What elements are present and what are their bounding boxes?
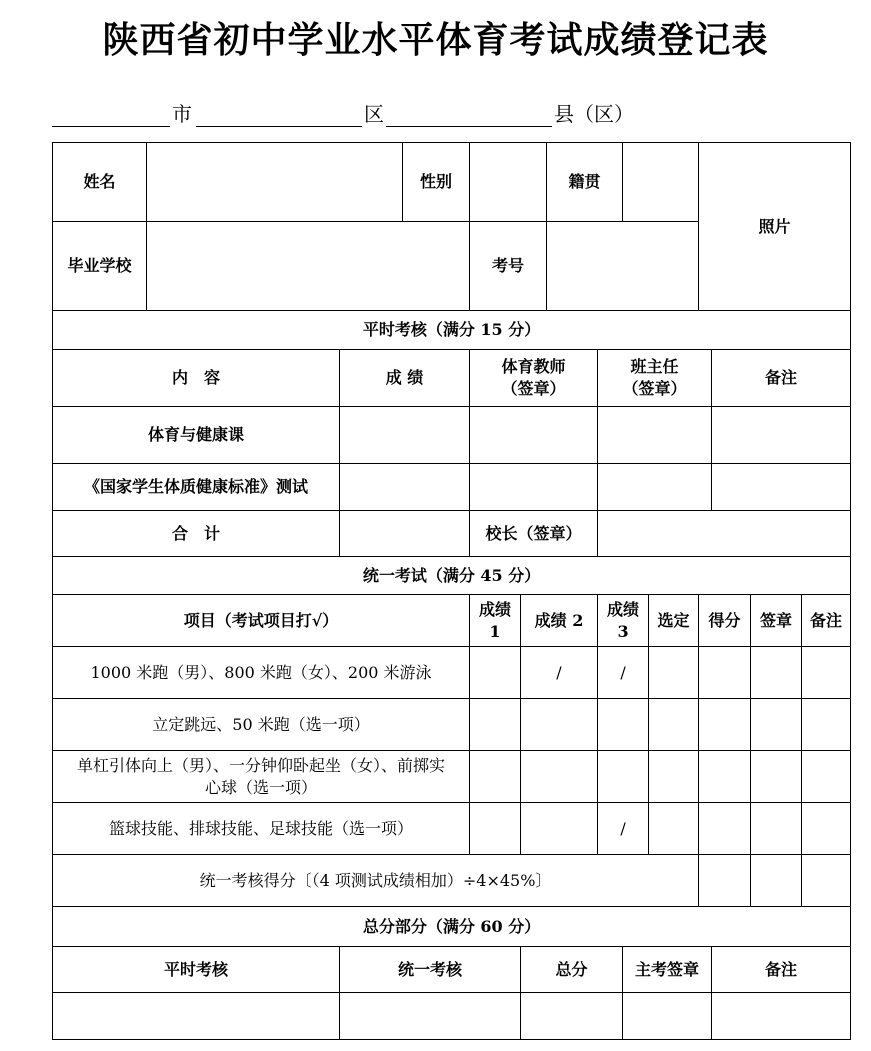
unified-exam-header: 统一考试（满分 45 分） — [53, 557, 851, 595]
running-sign[interactable] — [751, 647, 802, 699]
county-label: 县（区） — [554, 102, 634, 126]
school-label: 毕业学校 — [53, 222, 147, 311]
region-line — [52, 100, 832, 130]
pe-course-teacher-sign[interactable] — [470, 407, 598, 464]
strength-sign[interactable] — [751, 751, 802, 803]
origin-field[interactable] — [623, 143, 699, 222]
col-total-regular: 平时考核 — [53, 947, 340, 993]
exam-item-jump-sprint: 立定跳远、50 米跑（选一项） — [53, 699, 470, 751]
strength-points[interactable] — [699, 751, 751, 803]
pe-course-score[interactable] — [340, 407, 470, 464]
city-blank[interactable] — [52, 100, 170, 127]
name-field[interactable] — [147, 143, 403, 222]
col-total-examiner: 主考签章 — [623, 947, 712, 993]
total-score-header: 总分部分（满分 60 分） — [53, 907, 851, 947]
row-fitness-standard: 《国家学生体质健康标准》测试 — [53, 464, 340, 511]
col-remark: 备注 — [712, 350, 851, 407]
strength-remark[interactable] — [802, 751, 851, 803]
exam-number-label: 考号 — [470, 222, 547, 311]
col-points: 得分 — [699, 595, 751, 647]
unified-score-formula: 统一考核得分〔（4 项测试成绩相加）÷4×45%〕 — [53, 855, 699, 907]
running-score-3-slash: / — [598, 647, 649, 699]
jump-score-2[interactable] — [521, 699, 598, 751]
exam-item-ball-skills: 篮球技能、排球技能、足球技能（选一项） — [53, 803, 470, 855]
origin-label: 籍贯 — [547, 143, 623, 222]
pe-teacher-label: 体育教师 — [501, 357, 566, 376]
district-label: 区 — [364, 102, 384, 126]
running-remark[interactable] — [802, 647, 851, 699]
col-chosen: 选定 — [649, 595, 699, 647]
subtotal-score[interactable] — [340, 511, 470, 557]
jump-score-3[interactable] — [598, 699, 649, 751]
ball-score-1[interactable] — [470, 803, 521, 855]
ball-score-3-slash: / — [598, 803, 649, 855]
photo-box[interactable]: 照片 — [699, 143, 851, 311]
total-score-field[interactable] — [521, 993, 623, 1040]
school-field[interactable] — [147, 222, 470, 311]
jump-sign[interactable] — [751, 699, 802, 751]
unified-score-remark[interactable] — [802, 855, 851, 907]
pe-course-remark[interactable] — [712, 407, 851, 464]
fitness-standard-remark[interactable] — [712, 464, 851, 511]
score-registration-table — [52, 142, 851, 1040]
strength-score-1[interactable] — [470, 751, 521, 803]
row-subtotal: 合 计 — [53, 511, 340, 557]
strength-chosen[interactable] — [649, 751, 699, 803]
strength-score-2[interactable] — [521, 751, 598, 803]
strength-score-3[interactable] — [598, 751, 649, 803]
principal-sign-field[interactable] — [598, 511, 851, 557]
unified-score-sign[interactable] — [751, 855, 802, 907]
col-total-remark: 备注 — [712, 947, 851, 993]
fitness-standard-teacher-sign[interactable] — [470, 464, 598, 511]
total-examiner-field[interactable] — [623, 993, 712, 1040]
class-teacher-sign-label: （签章） — [622, 379, 687, 398]
running-points[interactable] — [699, 647, 751, 699]
ball-score-2[interactable] — [521, 803, 598, 855]
page-title: 陕西省初中学业水平体育考试成绩登记表 — [102, 19, 769, 61]
col-score-2: 成绩 2 — [521, 595, 598, 647]
jump-chosen[interactable] — [649, 699, 699, 751]
city-label: 市 — [172, 102, 192, 126]
class-teacher-label: 班主任 — [630, 357, 679, 376]
exam-item-strength — [53, 751, 470, 803]
fitness-standard-class-teacher-sign[interactable] — [598, 464, 712, 511]
col-content: 内 容 — [53, 350, 340, 407]
col-class-teacher — [598, 350, 712, 407]
exam-item-running: 1000 米跑（男）、800 米跑（女）、200 米游泳 — [53, 647, 470, 699]
exam-number-field[interactable] — [547, 222, 699, 311]
row-pe-course: 体育与健康课 — [53, 407, 340, 464]
total-remark-field[interactable] — [712, 993, 851, 1040]
col-pe-teacher — [470, 350, 598, 407]
total-regular-field[interactable] — [53, 993, 340, 1040]
col-score-3: 成绩 3 — [598, 595, 649, 647]
running-score-2-slash: / — [521, 647, 598, 699]
gender-field[interactable] — [470, 143, 547, 222]
unified-score-points[interactable] — [699, 855, 751, 907]
col-total-score: 总分 — [521, 947, 623, 993]
ball-points[interactable] — [699, 803, 751, 855]
district-blank[interactable] — [196, 100, 362, 127]
strength-item-line-1: 单杠引体向上（男）、一分钟仰卧起坐（女）、前掷实 — [76, 755, 445, 775]
fitness-standard-score[interactable] — [340, 464, 470, 511]
gender-label: 性别 — [403, 143, 470, 222]
pe-course-class-teacher-sign[interactable] — [598, 407, 712, 464]
pe-teacher-sign-label: （签章） — [501, 379, 566, 398]
col-total-unified: 统一考核 — [340, 947, 521, 993]
total-unified-field[interactable] — [340, 993, 521, 1040]
col-unified-remark: 备注 — [802, 595, 851, 647]
running-chosen[interactable] — [649, 647, 699, 699]
jump-remark[interactable] — [802, 699, 851, 751]
running-score-1[interactable] — [470, 647, 521, 699]
ball-sign[interactable] — [751, 803, 802, 855]
ball-chosen[interactable] — [649, 803, 699, 855]
jump-points[interactable] — [699, 699, 751, 751]
jump-score-1[interactable] — [470, 699, 521, 751]
regular-assessment-header: 平时考核（满分 15 分） — [53, 311, 851, 350]
col-score-1: 成绩 1 — [470, 595, 521, 647]
ball-remark[interactable] — [802, 803, 851, 855]
col-score: 成 绩 — [340, 350, 470, 407]
name-label: 姓名 — [53, 143, 147, 222]
county-blank[interactable] — [386, 100, 552, 127]
principal-sign-label: 校长（签章） — [470, 511, 598, 557]
col-sign: 签章 — [751, 595, 802, 647]
strength-item-line-2: 心球（选一项） — [204, 777, 317, 797]
col-exam-item: 项目（考试项目打√） — [53, 595, 470, 647]
